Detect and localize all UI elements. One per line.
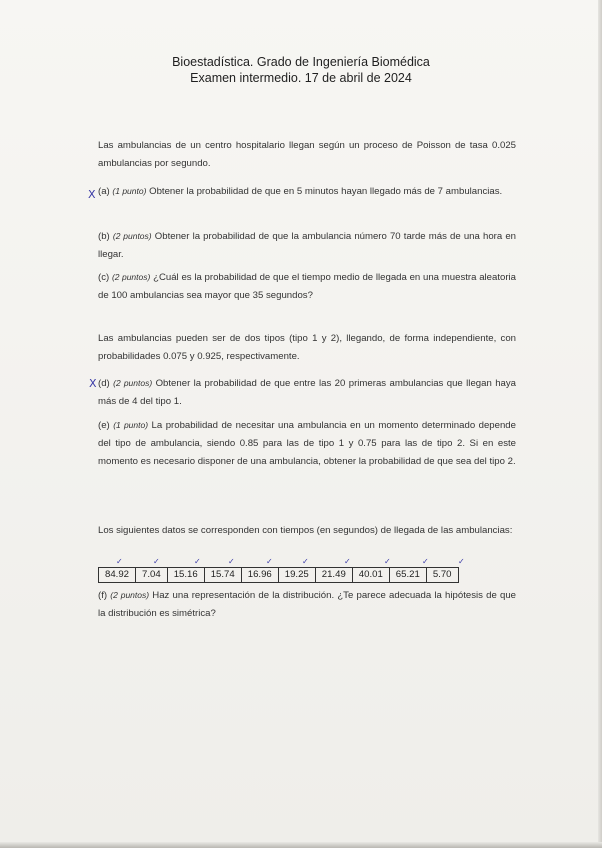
question-f-label: (f) — [98, 590, 108, 601]
question-c-text: ¿Cuál es la probabilidad de que el tiempo medio de llegada en una muestra aleatoria de 100 ambulancias sea mayor que 35 segundos? — [98, 272, 516, 301]
data-cell: 5.70 — [426, 568, 458, 583]
pen-x-mark-a: X — [88, 188, 96, 201]
question-b-label: (b) — [98, 231, 110, 242]
data-cell: 7.04 — [136, 568, 168, 583]
page-edge-bottom — [0, 842, 602, 848]
question-e-label: (e) — [98, 420, 110, 431]
question-e-points: (1 punto) — [113, 420, 149, 430]
question-d-points: (2 puntos) — [113, 378, 153, 388]
section2-intro-text: Las ambulancias pueden ser de dos tipos (tipo 1 y 2), llegando, de forma independiente, con probabilidades 0.075 y 0.925, respectivamente. — [98, 333, 516, 362]
data-cell: 15.74 — [204, 568, 241, 583]
section3-intro-text: Los siguientes datos se corresponden con tiempos (en segundos) de llegada de las ambulancias: — [98, 525, 513, 536]
data-cell: 19.25 — [278, 568, 315, 583]
data-cell: 16.96 — [241, 568, 278, 583]
data-cell: 65.21 — [389, 568, 426, 583]
question-f-text: Haz una representación de la distribución. ¿Te parece adecuada la hipótesis de que la distribución es simétrica? — [98, 590, 516, 619]
question-f — [98, 586, 516, 623]
data-cell: 21.49 — [315, 568, 352, 583]
data-row — [99, 568, 459, 583]
pen-tick-marks: ✓ ✓ ✓ ✓ ✓ ✓ ✓ ✓ ✓ ✓ — [116, 557, 465, 566]
page-edge-right — [598, 0, 602, 848]
data-cell: 40.01 — [352, 568, 389, 583]
question-c-label: (c) — [98, 272, 110, 283]
question-b-text: Obtener la probabilidad de que la ambulancia número 70 tarde más de una hora en llegar. — [98, 231, 516, 260]
section2-intro — [98, 330, 516, 366]
data-table — [98, 567, 459, 583]
question-d-text: Obtener la probabilidad de que entre las 20 primeras ambulancias que llegan haya más de 4 del tipo 1. — [98, 378, 516, 407]
data-cell: 15.16 — [167, 568, 204, 583]
question-a — [98, 182, 516, 201]
question-a-points: (1 punto) — [112, 186, 147, 196]
section1-intro — [98, 137, 516, 173]
question-f-points: (2 puntos) — [110, 590, 150, 600]
exam-header — [0, 54, 602, 86]
header-title: Bioestadística. Grado de Ingeniería Biomédica — [172, 55, 430, 69]
question-d-label: (d) — [98, 378, 110, 389]
question-a-text: Obtener la probabilidad de que en 5 minutos hayan llegado más de 7 ambulancias. — [149, 186, 503, 197]
question-e — [98, 416, 516, 471]
question-b — [98, 227, 516, 264]
question-c-points: (2 puntos) — [111, 272, 151, 282]
data-cell: 84.92 — [99, 568, 136, 583]
question-a-label: (a) — [98, 186, 110, 197]
question-e-text: La probabilidad de necesitar una ambulancia en un momento determinado depende del tipo de ambulancia, siendo 0.85 para las de tipo 1 y 0.75 para las de tipo 2. Si en este momento es necesario disponer de una ambulancia, obtener la probabilidad de que sea del tipo 2. — [98, 420, 516, 467]
section1-intro-text: Las ambulancias de un centro hospitalario llegan según un proceso de Poisson de tasa 0.025 ambulancias por segundo. — [98, 140, 516, 169]
question-b-points: (2 puntos) — [112, 231, 152, 241]
question-c — [98, 268, 516, 305]
header-subtitle: Examen intermedio. 17 de abril de 2024 — [190, 71, 412, 85]
pen-x-mark-d: X — [89, 377, 97, 390]
section3-intro — [98, 522, 516, 540]
data-table-wrap — [98, 567, 459, 583]
question-d — [98, 374, 516, 411]
